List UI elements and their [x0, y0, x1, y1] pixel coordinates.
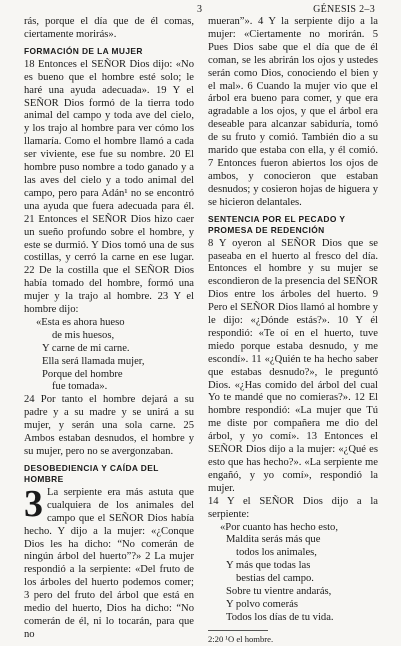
poem-line: Y más que todas las: [226, 560, 311, 572]
left-column: [24, 16, 194, 642]
chapter-reference: GÉNESIS 2–3: [313, 4, 375, 15]
poem-block: [220, 522, 378, 625]
paragraph-text: La serpiente era más astuta que cualquiera de los animales del campo que el SEÑOR Dios había hecho. Y dijo a la mujer: «¿Conque Dios les ha dicho: “No comerán de ningún árbol del huerto”?» 2 La mujer respondió a la serpiente: «Del fruto de los árboles del huerto podemos comer; 3 pero del fruto del árbol que está en medio del huerto, Dios ha dicho: “No comerán de él, ni lo tocarán, para que no: [24, 486, 194, 640]
running-header: [0, 4, 401, 16]
poem-line: Y carne de mi carne.: [42, 342, 130, 354]
poem-line: «Esta es ahora hueso: [36, 316, 125, 328]
poem-line: Todos los días de tu vida.: [226, 611, 334, 623]
section-heading: DESOBEDIENCIA Y CAÍDA DEL HOMBRE: [24, 462, 159, 484]
poem-line: de mis huesos,: [52, 329, 115, 341]
poem-block: [36, 317, 194, 394]
poem-line: Y polvo comerás: [226, 598, 298, 610]
footnote: 2:20 ¹O el hombre.: [208, 633, 274, 644]
poem-line: fue tomada».: [52, 381, 108, 393]
chapter-opening-paragraph: [24, 482, 194, 642]
paragraph: rás, porque el día que de él comas, ciertamente morirás».: [24, 16, 194, 40]
paragraph: 24 Por tanto el hombre dejará a su padre y a su madre y se unirá a su mujer, y serán una sola carne. 25 Ambos estaban desnudos, el hombre y su mujer, pero no se avergonzaban.: [24, 394, 194, 457]
page-number: 3: [197, 4, 202, 15]
poem-line: Maldita serás más que: [226, 534, 321, 546]
section-heading: SENTENCIA POR EL PECADO Y PROMESA DE REDENCIÓN: [208, 213, 346, 235]
poem-line: «Por cuanto has hecho esto,: [220, 521, 338, 533]
paragraph: 14 Y el SEÑOR Dios dijo a la serpiente:: [208, 495, 378, 520]
section-heading: FORMACIÓN DE LA MUJER: [24, 45, 143, 56]
chapter-drop-cap: 3: [24, 482, 43, 525]
footnote-rule: [208, 630, 268, 631]
poem-line: Sobre tu vientre andarás,: [226, 586, 332, 598]
paragraph: 8 Y oyeron al SEÑOR Dios que se paseaba en el huerto al fresco del día. Entonces el hombre y su mujer se escondieron de la presencia del SEÑOR Dios entre los árboles del huerto. 9 Pero el SEÑOR Dios llamó al hombre y le dijo: «¿Dónde estás?». 10 Y él respondió: «Te oí en el huerto, tuve miedo porque estaba desnudo, y me escondí». 11 «¿Quién te ha hecho saber que estabas desnudo?», le preguntó Dios. «¿Has comido del árbol del cual Yo te mandé que no comieras?». 12 El hombre respondió: «La mujer que Tú me diste por compañera me dio del árbol, y yo comí». 13 Entonces el SEÑOR Dios dijo a la mujer: «¿Qué es esto que has hecho?». «La serpiente me engañó, y yo comí», respondió la mujer.: [208, 237, 378, 494]
paragraph: mueran”». 4 Y la serpiente dijo a la mujer: «Ciertamente no morirán. 5 Pues Dios sabe que el día que de él coman, se les abrirán los ojos y ustedes serán como Dios, conociendo el bien y el mal». 6 Cuando la mujer vio que el árbol era bueno para comer, y que era agradable a los ojos, y que el árbol era deseable para alcanzar sabiduría, tomó de su fruto y comió. También dio a su marido que estaba con ella, y él comió. 7 Entonces fueron abiertos los ojos de ambos, y conocieron que estaban desnudos; y cosieron hojas de higuera y se hicieron delantales.: [208, 16, 378, 208]
poem-line: bestias del campo.: [236, 573, 314, 585]
right-column: [208, 16, 378, 646]
paragraph: 18 Entonces el SEÑOR Dios dijo: «No es bueno que el hombre esté solo; le haré una ayuda adecuada». 19 Y el SEÑOR Dios formó de la tierra todo animal del campo y toda ave del cielo, y los trajo al hombre para ver cómo los llamaría. Como el hombre llamó a cada ser viviente, ese fue su nombre. 20 El hombre puso nombre a todo ganado y a las aves del cielo y a todo animal del campo, pero para Adán¹ no se encontró una ayuda que fuera adecuada para él. 21 Entonces el SEÑOR Dios hizo caer un sueño profundo sobre el hombre, y este se durmió. Y Dios tomó una de sus costillas, y cerró la carne en ese lugar. 22 De la costilla que el SEÑOR Dios había tomado del hombre, formó una mujer y la trajo al hombre. 23 Y el hombre dijo:: [24, 58, 194, 316]
poem-line: Porque del hombre: [42, 368, 123, 380]
poem-line: todos los animales,: [236, 547, 317, 559]
poem-line: Ella será llamada mujer,: [42, 355, 145, 367]
